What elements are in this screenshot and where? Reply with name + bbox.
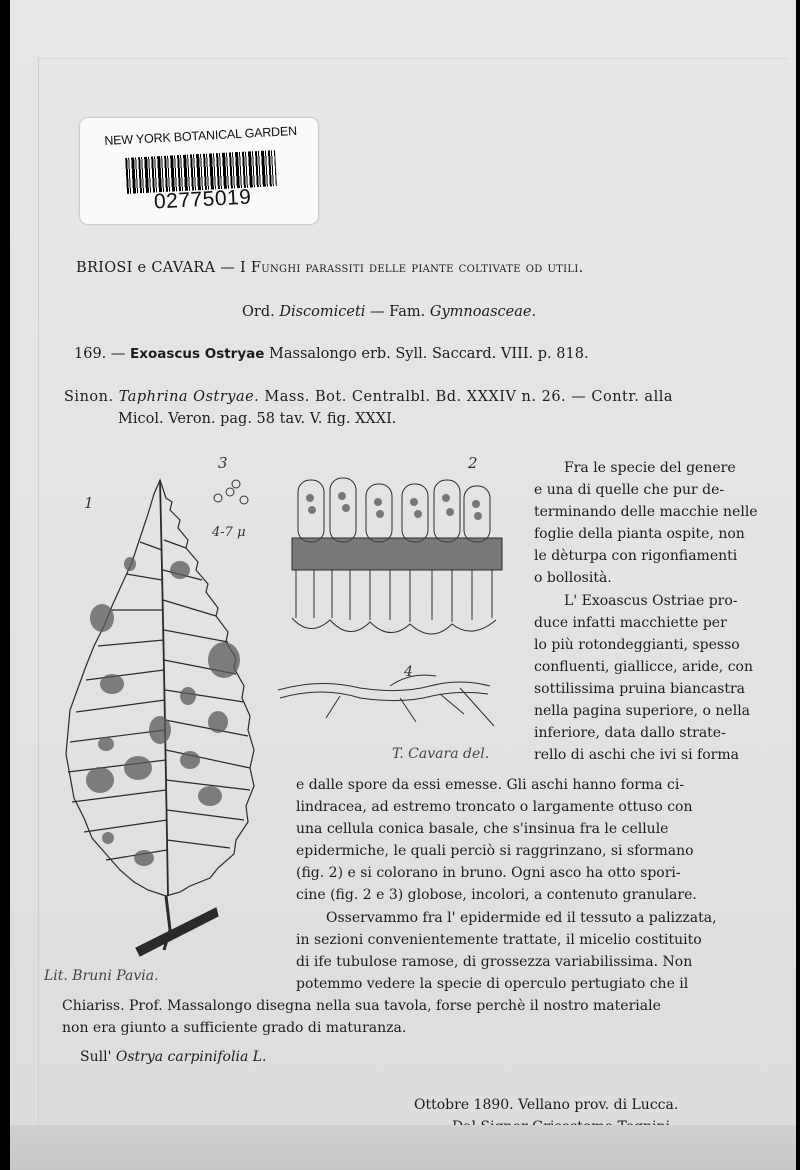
text-line: le dèturpa con rigonfiamenti bbox=[534, 548, 738, 565]
herbarium-sheet bbox=[10, 0, 796, 1170]
spore-size-note: 4-7 μ bbox=[212, 525, 246, 540]
order-name: Discomiceti bbox=[279, 304, 366, 320]
text-line: e una di quelle che pur de- bbox=[534, 482, 725, 499]
description-continuation bbox=[62, 774, 780, 1039]
synonym-prefix: Sinon. bbox=[64, 389, 114, 405]
text-line: Osservammo fra l' epidermide ed il tessuto a palizzata, bbox=[326, 909, 717, 926]
species-authority: Massalongo erb. Syll. Saccard. VIII. p. 818. bbox=[269, 346, 589, 362]
text-line: inferiore, data dallo strate- bbox=[534, 725, 726, 742]
text-line: in sezioni convenientemente trattate, il micelio costituito bbox=[296, 931, 702, 948]
lithographer-signature: Lit. Bruni Pavia. bbox=[44, 968, 159, 984]
text-line: una cellula conica basale, che s'insinua fra le cellule bbox=[296, 821, 669, 838]
family-name: Gymnoasceae. bbox=[429, 304, 537, 320]
text-line: foglie della pianta ospite, non bbox=[534, 526, 745, 543]
text-line: lo più rotondeggianti, spesso bbox=[534, 636, 740, 653]
synonym-line-2: Micol. Veron. pag. 58 tav. V. fig. XXXI. bbox=[118, 411, 397, 427]
text-line: non era giunto a sufficiente grado di maturanza. bbox=[62, 1020, 407, 1037]
synonym-line-1 bbox=[64, 389, 673, 405]
species-number: 169. — bbox=[74, 346, 126, 362]
synonym-ref-1: Mass. Bot. Centralbl. Bd. XXXIV n. 26. — Contr. alla bbox=[264, 389, 673, 405]
figure-label-4: 4 bbox=[404, 664, 413, 680]
authors: BRIOSI e CAVARA bbox=[76, 260, 216, 276]
text-line: confluenti, giallicce, aride, con bbox=[534, 658, 753, 675]
figure-label-3: 3 bbox=[218, 454, 228, 472]
spores-drawing bbox=[214, 480, 248, 504]
text-line: terminando delle macchie nelle bbox=[534, 504, 758, 521]
text-line: cine (fig. 2 e 3) globose, incolori, a contenuto granulare. bbox=[296, 887, 697, 904]
order-family-line bbox=[242, 304, 536, 320]
family-prefix: — Fam. bbox=[370, 304, 426, 320]
sheet-bottom-band bbox=[10, 1125, 796, 1170]
asci-section-drawing bbox=[292, 478, 502, 634]
figure-label-1: 1 bbox=[84, 494, 94, 512]
series-title: — I Funghi parassiti delle piante coltivate od utili. bbox=[220, 260, 584, 276]
host-plant-line bbox=[80, 1049, 266, 1065]
host-name: Ostrya carpinifolia L. bbox=[115, 1049, 267, 1065]
text-line: duce infatti macchiette per bbox=[534, 614, 727, 631]
species-name: Exoascus Ostryae bbox=[130, 346, 265, 362]
host-prefix: Sull' bbox=[80, 1049, 112, 1065]
institution-name: NEW YORK BOTANICAL GARDEN bbox=[104, 123, 298, 148]
text-line: sottilissima pruina biancastra bbox=[534, 680, 746, 697]
figure-label-2: 2 bbox=[468, 454, 478, 472]
collection-date-place: Ottobre 1890. Vellano prov. di Lucca. bbox=[414, 1097, 679, 1113]
text-line: o bollosità. bbox=[534, 570, 612, 587]
barcode-label bbox=[80, 118, 318, 224]
text-line: nella pagina superiore, o nella bbox=[534, 703, 751, 720]
text-line: potemmo vedere la specie di operculo pertugiato che il bbox=[296, 975, 689, 992]
text-line: e dalle spore da essi emesse. Gli aschi hanno forma ci- bbox=[296, 777, 685, 793]
synonym-name: Taphrina Ostryae. bbox=[118, 389, 260, 405]
text-line: Chiariss. Prof. Massalongo disegna nella sua tavola, forse perchè il nostro materiale bbox=[62, 997, 661, 1014]
description-right-column bbox=[534, 457, 780, 766]
species-line bbox=[74, 346, 589, 362]
mycelium-drawing bbox=[278, 675, 494, 726]
text-line: rello di aschi che ivi si forma bbox=[534, 747, 739, 764]
text-line: Fra le specie del genere bbox=[564, 460, 736, 476]
text-line: di ife tubulose ramose, di grossezza variabilissima. Non bbox=[296, 953, 693, 970]
text-line: epidermiche, le quali perciò si raggrinzano, si sformano bbox=[296, 843, 694, 860]
artist-signature: T. Cavara del. bbox=[392, 746, 490, 762]
order-prefix: Ord. bbox=[242, 304, 275, 320]
series-heading bbox=[76, 260, 584, 276]
text-line: lindracea, ad estremo troncato o largamente ottuso con bbox=[296, 799, 693, 816]
text-line: (fig. 2) e si colorano in bruno. Ogni asco ha otto spori- bbox=[296, 865, 681, 882]
barcode-number: 02775019 bbox=[153, 185, 252, 214]
text-line: L' Exoascus Ostriae pro- bbox=[564, 592, 738, 609]
